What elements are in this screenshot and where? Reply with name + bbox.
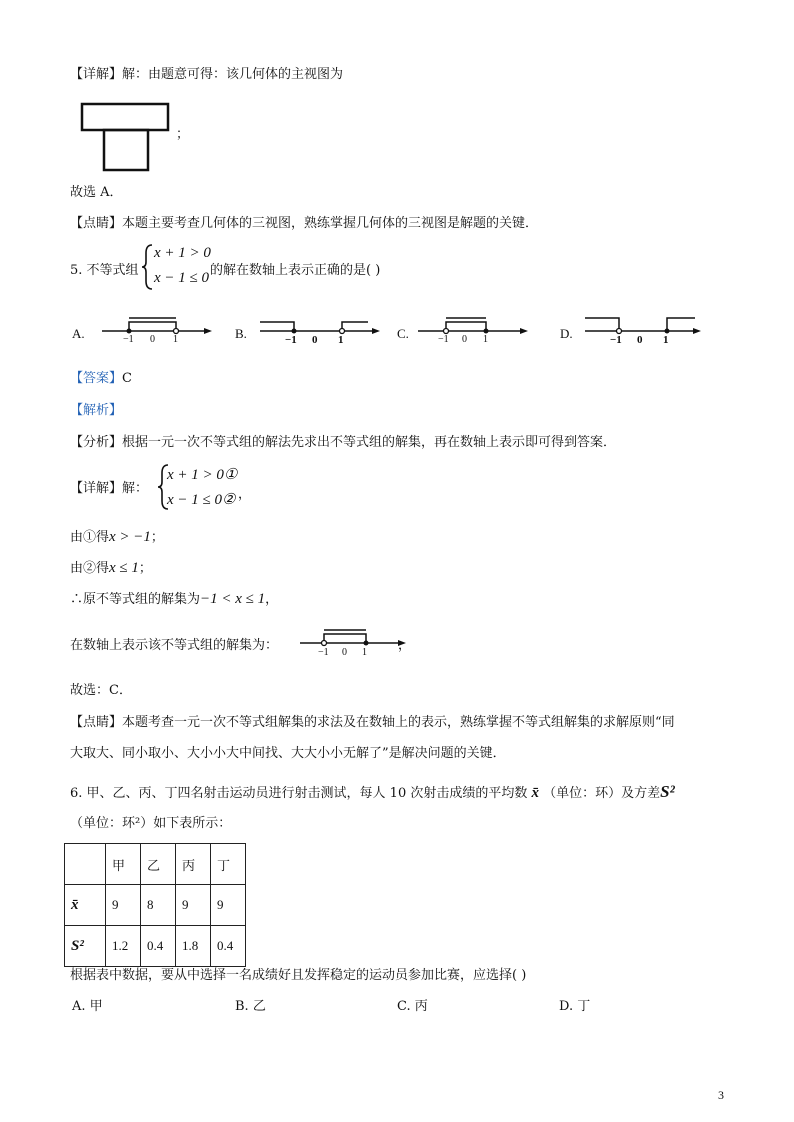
dianjing-line-2a: 【点睛】本题考查一元一次不等式组解集的求法及在数轴上的表示，熟练掌握不等式组解集的求解原则“同 <box>70 715 675 730</box>
table-cell: 8 <box>141 885 176 926</box>
q6-option-b[interactable]: B. 乙 <box>235 999 266 1014</box>
option-d-label[interactable]: D. <box>560 326 573 341</box>
b-tick-0: 0 <box>312 334 318 346</box>
table-header-cell: 甲 <box>106 844 141 885</box>
page-number: 3 <box>718 1088 724 1102</box>
from-1-prefix: 由①得 <box>70 530 110 545</box>
sol-tick-1: 1 <box>362 647 367 658</box>
jiexi-label: 【解析】 <box>70 403 123 418</box>
a-tick-1: 1 <box>173 334 178 345</box>
table-cell: 1.8 <box>176 926 211 967</box>
table-cell: 0.4 <box>211 926 246 967</box>
figure-semicolon: ； <box>176 127 190 142</box>
a-tick-m1: −1 <box>123 334 134 345</box>
fenxi-line: 【分析】根据一元一次不等式组的解法先求出不等式组的解集，再在数轴上表示即可得到答案． <box>70 435 617 450</box>
d-tick-m1: −1 <box>610 334 622 346</box>
q6-text-b: （单位：环）及方差 <box>543 786 661 801</box>
solution-number-line <box>298 622 410 656</box>
answer-value: C <box>122 371 132 386</box>
b-tick-1: 1 <box>338 334 344 346</box>
table-header-cell: 乙 <box>141 844 176 885</box>
from-1-suffix: ； <box>150 530 164 545</box>
q6-line-1 <box>70 783 675 803</box>
table-header-cell: 丙 <box>176 844 211 885</box>
d-tick-1: 1 <box>663 334 669 346</box>
solution-math: −1 < x ≤ 1 <box>200 591 266 607</box>
a-tick-0: 0 <box>150 334 155 345</box>
table-cell: 0.4 <box>141 926 176 967</box>
front-view-figure <box>80 102 172 174</box>
from-2-math: x ≤ 1 <box>109 560 139 576</box>
detail-line-2: 【详解】解： <box>70 481 149 496</box>
b-tick-m1: −1 <box>285 334 297 346</box>
table-row <box>65 885 246 926</box>
q5-system-row-1: x + 1 > 0 <box>154 245 211 261</box>
q6-xbar: x̄ <box>531 785 539 801</box>
table-header-cell: 丁 <box>211 844 246 885</box>
table-row-label: x̄ <box>65 885 106 926</box>
c-tick-1: 1 <box>483 334 488 345</box>
answer-label: 【答案】 <box>70 371 123 386</box>
q6-option-d[interactable]: D. 丁 <box>559 999 591 1014</box>
solution-prefix: ∴原不等式组的解集为 <box>70 592 201 607</box>
option-b-label[interactable]: B. <box>235 326 247 341</box>
solution-suffix: ， <box>265 592 279 607</box>
number-line-c <box>416 308 531 348</box>
q6-text-a: 6. 甲、乙、丙、丁四名射击运动员进行射击测试，每人 10 次射击成绩的平均数 <box>70 786 528 801</box>
option-c-label[interactable]: C. <box>397 326 409 341</box>
c-tick-0: 0 <box>462 334 467 345</box>
c-tick-m1: −1 <box>438 334 449 345</box>
q5-suffix: 的解在数轴上表示正确的是( ) <box>210 263 381 278</box>
numline-comma: ， <box>398 638 412 653</box>
detail-system-row-1: x + 1 > 0① <box>167 467 238 483</box>
d-tick-0: 0 <box>637 334 643 346</box>
table-row <box>65 926 246 967</box>
q5-prefix: 5. 不等式组 <box>70 263 139 278</box>
solution-line <box>70 590 278 609</box>
number-line-b <box>258 308 383 348</box>
from-2-prefix: 由②得 <box>70 561 110 576</box>
from-1-line <box>70 528 164 547</box>
numline-text: 在数轴上表示该不等式组的解集为： <box>70 638 279 653</box>
table-header-row <box>65 844 246 885</box>
q6-option-a[interactable]: A. 甲 <box>72 999 103 1014</box>
from-2-suffix: ； <box>138 561 152 576</box>
table-cell: 1.2 <box>106 926 141 967</box>
choose-a-line: 故选 A． <box>70 185 123 200</box>
table-cell: 9 <box>106 885 141 926</box>
detail-comma: ， <box>238 487 252 502</box>
dianjing-line-2b: 大取大、同小取小、大小小大中间找、大大小小无解了”是解决问题的关键． <box>70 746 506 761</box>
table-cell: 9 <box>211 885 246 926</box>
sol-tick-0: 0 <box>342 647 347 658</box>
from-1-math: x > −1 <box>109 529 151 545</box>
dianjing-line-1: 【点睛】本题主要考查几何体的三视图，熟练掌握几何体的三视图是解题的关键． <box>70 216 539 231</box>
q5-system-row-2: x − 1 ≤ 0 <box>154 270 210 286</box>
q6-ask: 根据表中数据，要从中选择一名成绩好且发挥稳定的运动员参加比赛，应选择( ) <box>70 968 527 983</box>
brace-q5 <box>140 243 154 291</box>
number-line-d <box>583 308 703 348</box>
detail-line-1: 【详解】解：由题意可得：该几何体的主视图为 <box>70 67 344 82</box>
q6-option-c[interactable]: C. 丙 <box>397 999 428 1014</box>
option-a-label[interactable]: A. <box>72 326 85 341</box>
score-table <box>64 843 246 967</box>
table-header-cell <box>65 844 106 885</box>
q6-s2: S² <box>660 782 675 801</box>
detail-system-row-2: x − 1 ≤ 0② <box>167 492 236 508</box>
choose-c-line: 故选：C． <box>70 683 132 698</box>
sol-tick-m1: −1 <box>318 647 329 658</box>
number-line-a <box>100 308 215 348</box>
from-2-line <box>70 559 152 578</box>
table-cell: 9 <box>176 885 211 926</box>
table-row-label: S² <box>65 926 106 967</box>
answer-line <box>70 370 132 388</box>
q6-line-2: （单位：环²）如下表所示： <box>70 816 232 831</box>
